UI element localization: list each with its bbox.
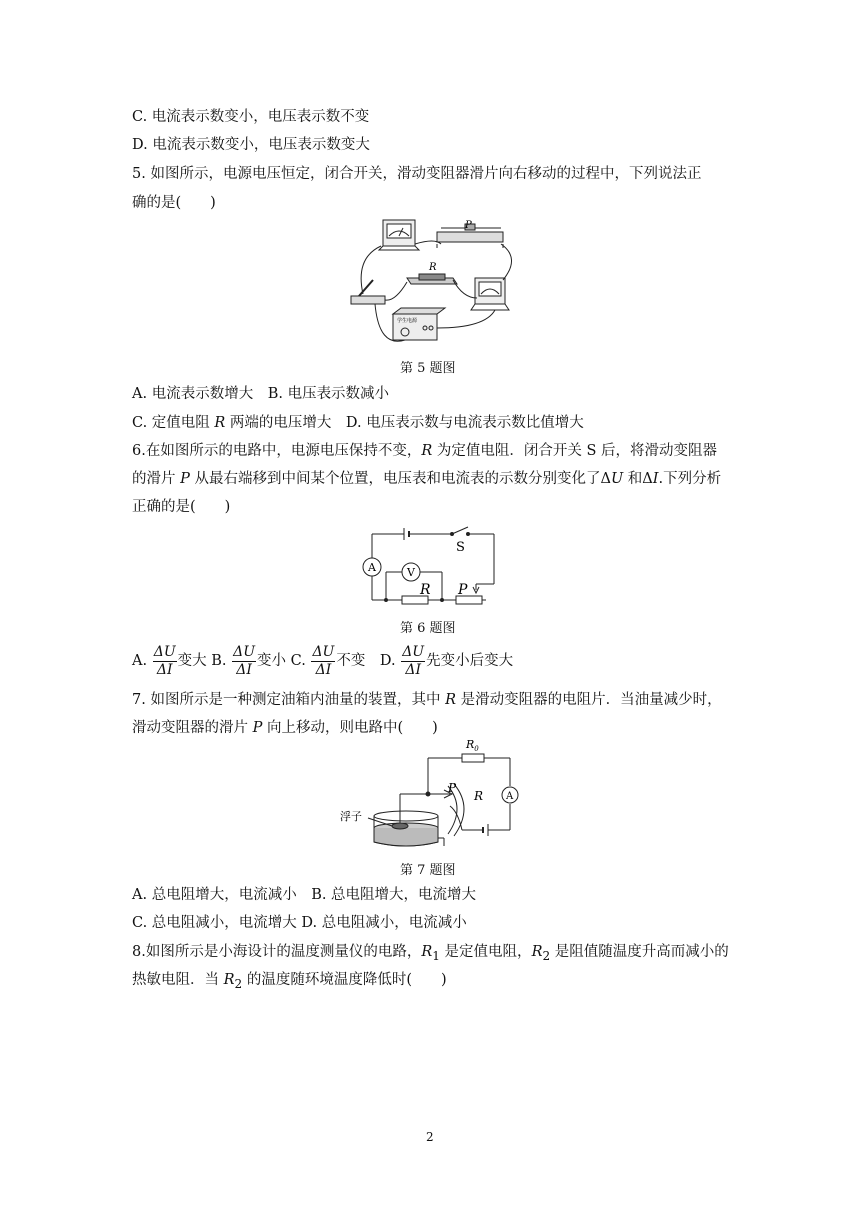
q4-option-d: D. 电流表示数变小，电压表示数变大 (132, 137, 370, 153)
fig7-fuel-gauge-diagram (338, 738, 524, 854)
q8-var-r: R (223, 972, 235, 988)
page-number: 2 (426, 1130, 434, 1144)
fig5-label-p: P (465, 220, 472, 231)
q8-sub-2: 2 (542, 948, 551, 963)
fig6-switch-s: S (456, 540, 465, 555)
q7-stem-line2 (132, 718, 438, 738)
q7-options-ab: A. 总电阻增大，电流减小 B. 总电阻增大，电流增大 (132, 887, 477, 903)
q8-sub-1: 1 (432, 948, 440, 963)
fig7-float-label: 浮子 (340, 810, 362, 823)
q5-option-cd-text: 两端的电压增大 D. 电压表示数与电流表示数比值增大 (225, 415, 584, 431)
fig7-ammeter-a: A (506, 791, 514, 802)
q5-option-c-text: C. 定值电阻 (132, 415, 215, 431)
q8-text-a1: 8.如图所示是小海设计的温度测量仪的电路， (132, 944, 422, 960)
q4-option-c: C. 电流表示数变小，电压表示数不变 (132, 109, 370, 125)
q6-fraction-d: $\frac{\Delta U}{\Delta I}$ (402, 643, 425, 678)
q8-text-a2: 是定值电阻， (439, 944, 532, 960)
q5-options-cd (132, 413, 584, 433)
fig6-circuit-diagram (356, 524, 498, 606)
fig6-caption: 第 6 题图 (400, 621, 456, 636)
q7-var-r: R (445, 692, 456, 708)
q6-opt-b-label: B. (206, 653, 232, 669)
q8-stem-line2 (132, 970, 447, 994)
q6-var-i: I (652, 471, 659, 487)
q6-text-b3: 和Δ (623, 471, 653, 487)
fig7-label-p: P (448, 781, 457, 795)
q6-opt-b-text: 变小 (257, 653, 287, 669)
fig7-label-r0: $R_0$ (466, 738, 479, 753)
q6-var-u: U (610, 471, 624, 487)
fig6-label-r: R (420, 582, 431, 598)
q8-text-a3: 是阻值随温度升高而减小的 (550, 944, 729, 960)
q5-stem-line2: 确的是( ) (132, 195, 216, 211)
q7-text-a2: 是滑动变阻器的电阻片．当油量减少时， (455, 692, 722, 708)
q6-stem-line1 (132, 441, 717, 461)
q6-var-p: P (180, 471, 190, 487)
q6-stem-line2 (132, 469, 721, 489)
q8-text-b1: 热敏电阻．当 (132, 972, 224, 988)
q6-fraction-c: $\frac{\Delta U}{\Delta I}$ (312, 643, 335, 678)
q5-stem-line1: 5. 如图所示，电源电压恒定，闭合开关，滑动变阻器滑片向右移动的过程中，下列说法正 (132, 166, 702, 182)
q6-text-b2: 从最右端移到中间某个位置，电压表和电流表的示数分别变化了Δ (189, 471, 611, 487)
q7-text-a1: 7. 如图所示是一种测定油箱内油量的装置，其中 (132, 692, 446, 708)
fig6-voltmeter-v: V (407, 566, 415, 579)
q6-text-a2: 为定值电阻．闭合开关 S 后，将滑动变阻器 (432, 443, 718, 459)
q7-text-b1: 滑动变阻器的滑片 (132, 720, 253, 736)
q6-opt-a-text: 变大 (177, 653, 207, 669)
fig6-label-p: P (458, 582, 468, 598)
q6-opt-d-label: D. (365, 653, 401, 669)
fig5-supply-label: 学生电源 (397, 318, 418, 324)
fig5-caption: 第 5 题图 (400, 361, 456, 376)
q8-var-r1: R (421, 944, 433, 960)
q6-text-b1: 的滑片 (132, 471, 181, 487)
q8-stem-line1 (132, 942, 729, 966)
q7-stem-line1 (132, 690, 722, 710)
fig7-caption: 第 7 题图 (400, 863, 456, 878)
q6-opt-a-label: A. (132, 653, 152, 669)
q6-opt-c-label: C. (286, 653, 311, 669)
q6-opt-c-text: 不变 (336, 653, 366, 669)
q5-var-r: R (214, 415, 226, 431)
q8-sub: 2 (234, 976, 243, 991)
q7-options-cd: C. 总电阻减小，电流增大 D. 总电阻减小，电流减小 (132, 915, 467, 931)
q6-fraction-b: $\frac{\Delta U}{\Delta I}$ (233, 643, 256, 678)
fig7-label-r: R (474, 789, 484, 803)
fig5-label-r: R (429, 262, 437, 273)
q7-var-p: P (252, 720, 263, 736)
q7-text-b2: 向上移动，则电路中( ) (262, 720, 438, 736)
q6-text-b4: .下列分析 (658, 471, 722, 487)
q6-fraction-a: $\frac{\Delta U}{\Delta I}$ (153, 643, 176, 678)
fig5-circuit-diagram (345, 218, 525, 348)
q8-var-r2: R (531, 944, 543, 960)
q6-opt-d-text: 先变小后变大 (426, 653, 514, 669)
q8-text-b2: 的温度随环境温度降低时( ) (242, 972, 447, 988)
q6-text-a1: 6.在如图所示的电路中，电源电压保持不变， (132, 443, 422, 459)
q6-options (132, 643, 513, 679)
q6-stem-line3: 正确的是( ) (132, 499, 231, 515)
fig6-ammeter-a: A (368, 561, 376, 574)
q5-options-ab: A. 电流表示数增大 B. 电压表示数减小 (132, 386, 390, 402)
q6-var-r: R (421, 443, 433, 459)
